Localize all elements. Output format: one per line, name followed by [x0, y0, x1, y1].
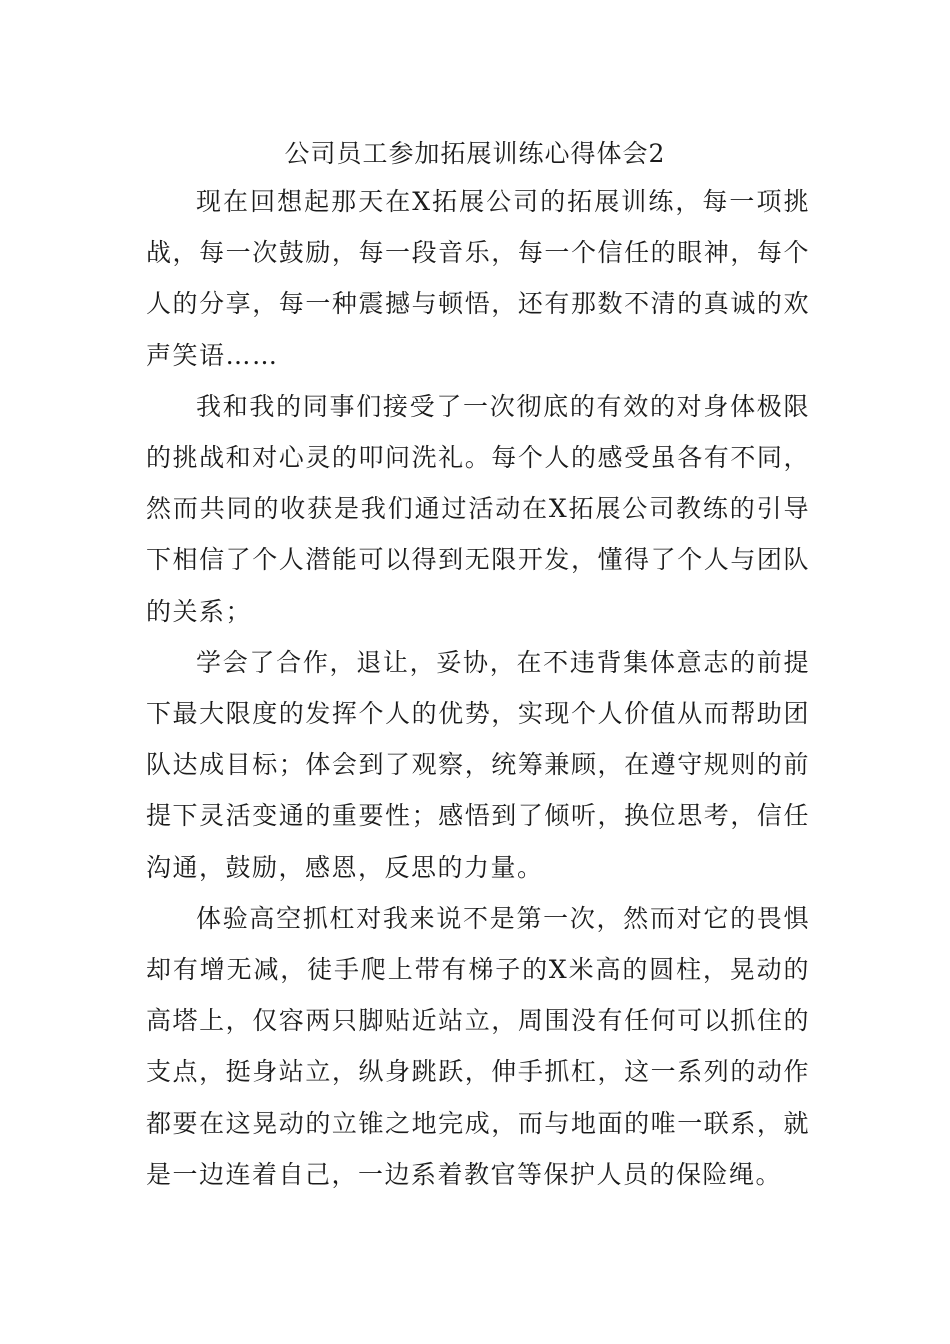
document-title: 公司员工参加拓展训练心得体会2: [284, 139, 666, 168]
paragraph-3: 学会了合作，退让，妥协，在不违背集体意志的前提下最大限度的发挥个人的优势，实现个人价值从而帮助团队达成目标；体会到了观察，统筹兼顾，在遵守规则的前提下灵活变通的重要性；感悟到了倾听，换位思考，信任沟通，鼓励，感恩，反思的力量。: [146, 647, 810, 882]
paragraph-2: 我和我的同事们接受了一次彻底的有效的对身体极限的挑战和对心灵的叩问洗礼。每个人的感受虽各有不同，然而共同的收获是我们通过活动在X拓展公司教练的引导下相信了个人潜能可以得到无限开发，懂得了个人与团队的关系；: [146, 391, 810, 626]
document-body: [146, 176, 810, 1200]
paragraph-4: 体验高空抓杠对我来说不是第一次，然而对它的畏惧却有增无减，徒手爬上带有梯子的X米高的圆柱，晃动的高塔上，仅容两只脚贴近站立，周围没有任何可以抓住的支点，挺身站立，纵身跳跃，伸手抓杠，这一系列的动作都要在这晃动的立锥之地完成，而与地面的唯一联系，就是一边连着自己，一边系着教官等保护人员的保险绳。: [146, 903, 810, 1189]
paragraph-1: 现在回想起那天在X拓展公司的拓展训练，每一项挑战，每一次鼓励，每一段音乐，每一个信任的眼神，每个人的分享，每一种震撼与顿悟，还有那数不清的真诚的欢声笑语……: [146, 187, 810, 370]
